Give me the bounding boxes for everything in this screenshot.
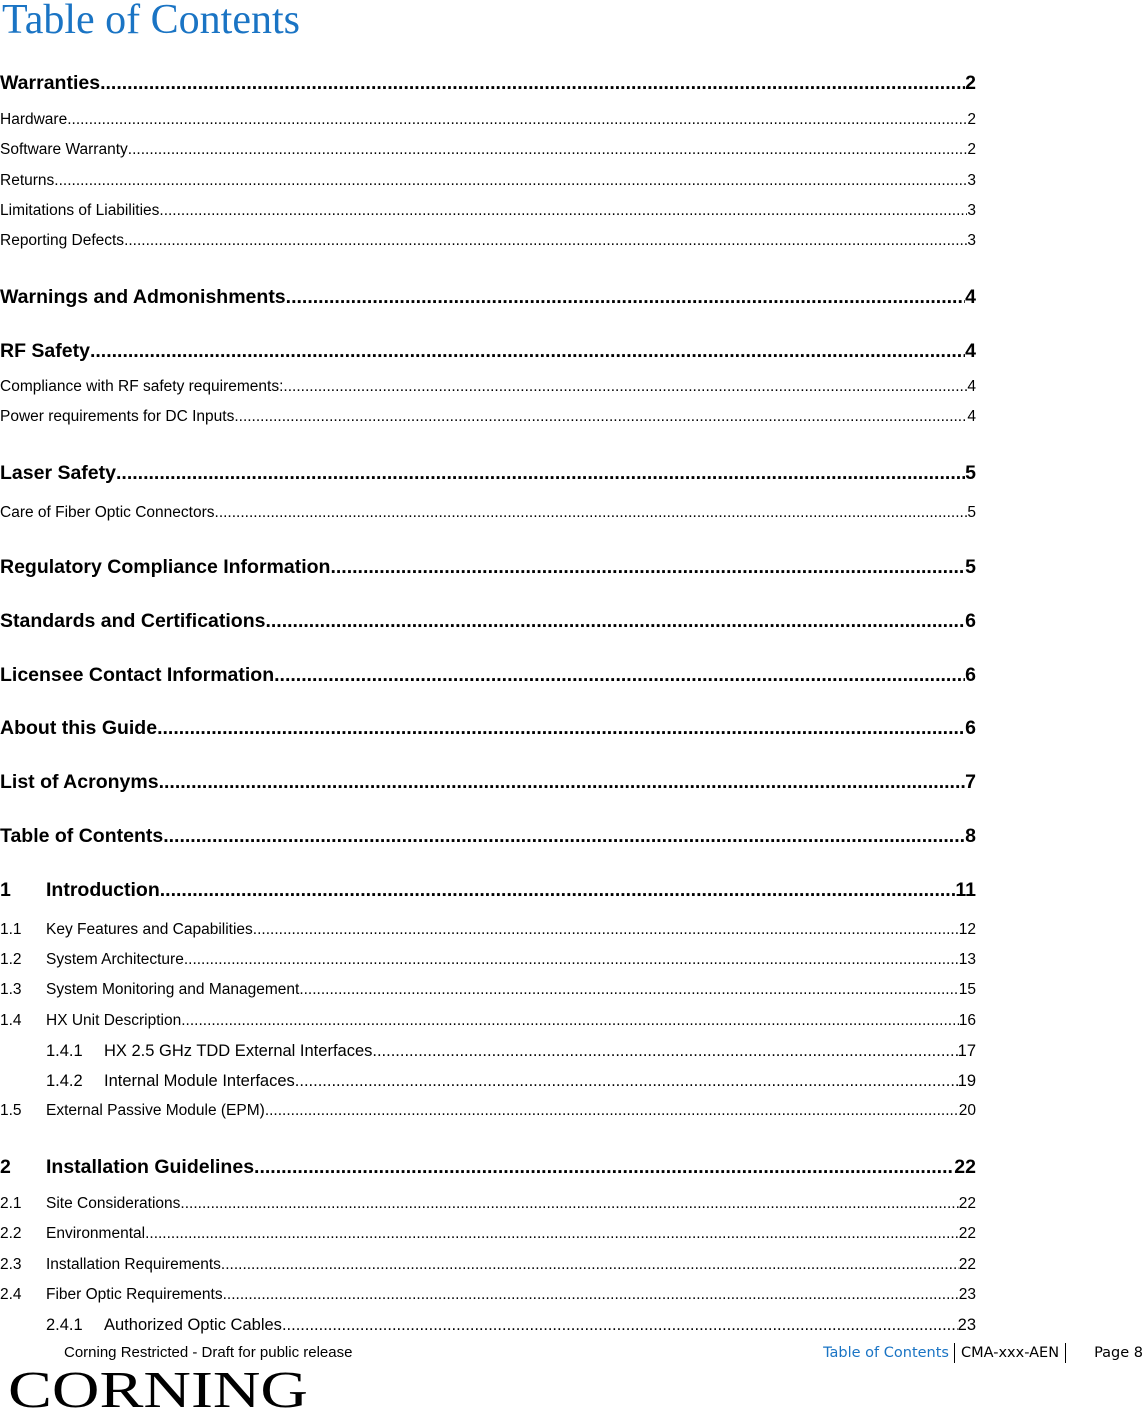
toc-entry-title: RF Safety [0, 340, 90, 362]
toc-entry-page: 22 [958, 1225, 976, 1242]
toc-entry[interactable] [0, 1285, 976, 1305]
toc-entry-title: List of Acronyms [0, 771, 159, 793]
toc-entry[interactable] [0, 285, 976, 309]
toc-entry-page: 2 [967, 141, 976, 158]
toc-entry-title: HX 2.5 GHz TDD External Interfaces [104, 1042, 373, 1060]
dot-leader [274, 663, 965, 687]
dot-leader [100, 71, 965, 95]
dot-leader [145, 1224, 959, 1244]
toc-entry-page: 8 [965, 825, 976, 847]
page-footer [0, 1340, 1146, 1413]
toc-entry-title: Key Features and Capabilities [46, 921, 253, 938]
toc-entry[interactable] [0, 980, 976, 1000]
toc-entry-number: 2.4.1 [46, 1316, 83, 1334]
toc-entry-page: 2 [967, 111, 976, 128]
dot-leader [330, 555, 965, 579]
toc-entry-number: 2.2 [0, 1225, 22, 1242]
toc-entry-page: 22 [958, 1195, 976, 1212]
toc-entry-page: 4 [967, 408, 976, 425]
toc-entry-title: HX Unit Description [46, 1012, 182, 1029]
toc-entry-title: Warnings and Admonishments [0, 286, 286, 308]
dot-leader [223, 1285, 959, 1305]
document-id: CMA-xxx-AEN [955, 1343, 1066, 1363]
toc-entry[interactable] [0, 407, 976, 427]
toc-entry[interactable] [0, 1101, 976, 1121]
toc-entry[interactable] [0, 1155, 976, 1179]
toc-entry[interactable] [0, 770, 976, 794]
toc-entry-title: Authorized Optic Cables [104, 1316, 282, 1334]
toc-entry-page: 3 [967, 202, 976, 219]
toc-entry-title: About this Guide [0, 717, 158, 739]
dot-leader [286, 285, 965, 309]
toc-entry-page: 20 [958, 1102, 976, 1119]
toc-entry-title: Standards and Certifications [0, 610, 266, 632]
toc-entry[interactable] [0, 71, 976, 95]
toc-entry[interactable] [0, 1224, 976, 1244]
toc-entry-page: 23 [958, 1286, 976, 1303]
toc-entry-title: Licensee Contact Information [0, 664, 275, 686]
toc-entry-page: 4 [965, 286, 976, 308]
toc-entry-title: System Architecture [46, 951, 184, 968]
dot-leader [128, 140, 968, 160]
toc-entry-title: Compliance with RF safety requirements: [0, 378, 284, 395]
dot-leader [253, 920, 959, 940]
toc-entry-title: Reporting Defects [0, 232, 125, 249]
toc-entry[interactable] [0, 1071, 976, 1091]
toc-entry-page: 22 [958, 1256, 976, 1273]
toc-entry-page: 12 [958, 921, 976, 938]
dot-leader [159, 201, 967, 221]
toc-entry-title: System Monitoring and Management [46, 981, 300, 998]
toc-entry-title: Limitations of Liabilities [0, 202, 160, 219]
toc-entry-title: Table of Contents [0, 825, 164, 847]
toc-entry-page: 5 [965, 462, 976, 484]
toc-entry-page: 4 [965, 340, 976, 362]
toc-entry[interactable] [0, 171, 976, 191]
toc-entry-title: Installation Guidelines [46, 1156, 255, 1178]
dot-leader [215, 503, 968, 523]
toc-entry-number: 1.2 [0, 951, 22, 968]
corning-logo-wordmark: CORNING [8, 1367, 308, 1411]
toc-entry-number: 1.4.2 [46, 1072, 83, 1090]
toc-entry-page: 13 [958, 951, 976, 968]
toc-entry[interactable] [0, 555, 976, 579]
dot-leader [184, 950, 959, 970]
dot-leader [163, 824, 965, 848]
dot-leader [283, 377, 967, 397]
toc-entry[interactable] [0, 716, 976, 740]
toc-entry[interactable] [0, 920, 976, 940]
toc-entry-number: 1.4.1 [46, 1042, 83, 1060]
toc-entry[interactable] [0, 609, 976, 633]
toc-entry-title: Laser Safety [0, 462, 116, 484]
toc-entry-number: 2 [0, 1156, 11, 1178]
page-title: Table of Contents [2, 0, 300, 43]
dot-leader [159, 770, 966, 794]
dot-leader [372, 1041, 957, 1061]
toc-entry-title: Environmental [46, 1225, 146, 1242]
toc-entry-title: Site Considerations [46, 1195, 181, 1212]
toc-entry-title: Regulatory Compliance Information [0, 556, 331, 578]
toc-entry-number: 1.5 [0, 1102, 22, 1119]
toc-entry-number: 1 [0, 879, 11, 901]
toc-entry-title: External Passive Module (EPM) [46, 1102, 265, 1119]
dot-leader [116, 461, 965, 485]
dot-leader [221, 1255, 959, 1275]
toc-entry-page: 5 [965, 556, 976, 578]
toc-entry-page: 5 [967, 504, 976, 521]
dot-leader [160, 878, 956, 902]
toc-entry[interactable] [0, 1255, 976, 1275]
toc-entry-number: 1.1 [0, 921, 22, 938]
toc-entry-title: Care of Fiber Optic Connectors [0, 504, 215, 521]
toc-entry-page: 3 [967, 232, 976, 249]
toc-entry-title: Introduction [46, 879, 160, 901]
toc-entry-page: 15 [958, 981, 976, 998]
toc-entry-number: 1.4 [0, 1012, 22, 1029]
toc-entry-page: 22 [954, 1156, 976, 1178]
toc-entry-number: 2.4 [0, 1286, 22, 1303]
toc-entry-page: 6 [965, 664, 976, 686]
footer-section-name: Table of Contents [823, 1343, 955, 1363]
toc-entry-page: 17 [957, 1042, 976, 1060]
toc-entry[interactable] [0, 1194, 976, 1214]
toc-entry-page: 16 [958, 1012, 976, 1029]
toc-entry[interactable] [0, 950, 976, 970]
toc-entry-page: 7 [965, 771, 976, 793]
toc-entry-page: 6 [965, 610, 976, 632]
toc-entry-page: 2 [965, 72, 976, 94]
toc-entry-title: Internal Module Interfaces [104, 1072, 295, 1090]
footer-right-group [823, 1343, 1143, 1363]
dot-leader [90, 339, 965, 363]
toc-entry-number: 2.1 [0, 1195, 22, 1212]
toc-entry[interactable] [0, 110, 976, 130]
toc-entry-page: 4 [967, 378, 976, 395]
toc-entry-page: 23 [957, 1316, 976, 1334]
dot-leader [124, 231, 967, 251]
toc-entry[interactable] [0, 503, 976, 523]
toc-entry-page: 11 [955, 879, 976, 901]
toc-entry[interactable] [0, 824, 976, 848]
toc-entry-title: Power requirements for DC Inputs [0, 408, 235, 425]
toc-entry-title: Software Warranty [0, 141, 128, 158]
dot-leader [254, 1155, 954, 1179]
toc-entry[interactable] [0, 140, 976, 160]
dot-leader [299, 980, 958, 1000]
confidentiality-notice: Corning Restricted - Draft for public release [64, 1344, 353, 1361]
dot-leader [234, 407, 967, 427]
dot-leader [265, 1101, 959, 1121]
page-number: Page 8 [1094, 1345, 1143, 1361]
toc-entry[interactable] [0, 1315, 976, 1335]
toc-entry[interactable] [0, 1011, 976, 1031]
dot-leader [265, 609, 965, 633]
toc-entry-number: 1.3 [0, 981, 22, 998]
toc-entry[interactable] [0, 201, 976, 221]
dot-leader [181, 1011, 959, 1031]
toc-entry-page: 19 [957, 1072, 976, 1090]
toc-entry-title: Installation Requirements [46, 1256, 221, 1273]
dot-leader [157, 716, 965, 740]
dot-leader [54, 171, 967, 191]
toc-entry-title: Returns [0, 172, 55, 189]
toc-entry-page: 6 [965, 717, 976, 739]
toc-entry[interactable] [0, 377, 976, 397]
toc-entry-title: Fiber Optic Requirements [46, 1286, 223, 1303]
dot-leader [67, 110, 967, 130]
toc-entry[interactable] [0, 339, 976, 363]
dot-leader [282, 1315, 958, 1335]
toc-entry[interactable] [0, 1041, 976, 1061]
corning-logo [8, 1367, 314, 1411]
toc-entry[interactable] [0, 231, 976, 251]
dot-leader [180, 1194, 958, 1214]
toc-entry-title: Warranties [0, 72, 101, 94]
toc-entry[interactable] [0, 461, 976, 485]
toc-entry-page: 3 [967, 172, 976, 189]
dot-leader [295, 1071, 958, 1091]
toc-entry-number: 2.3 [0, 1256, 22, 1273]
toc-entry[interactable] [0, 878, 976, 902]
toc-entry-title: Hardware [0, 111, 68, 128]
toc-entry[interactable] [0, 663, 976, 687]
